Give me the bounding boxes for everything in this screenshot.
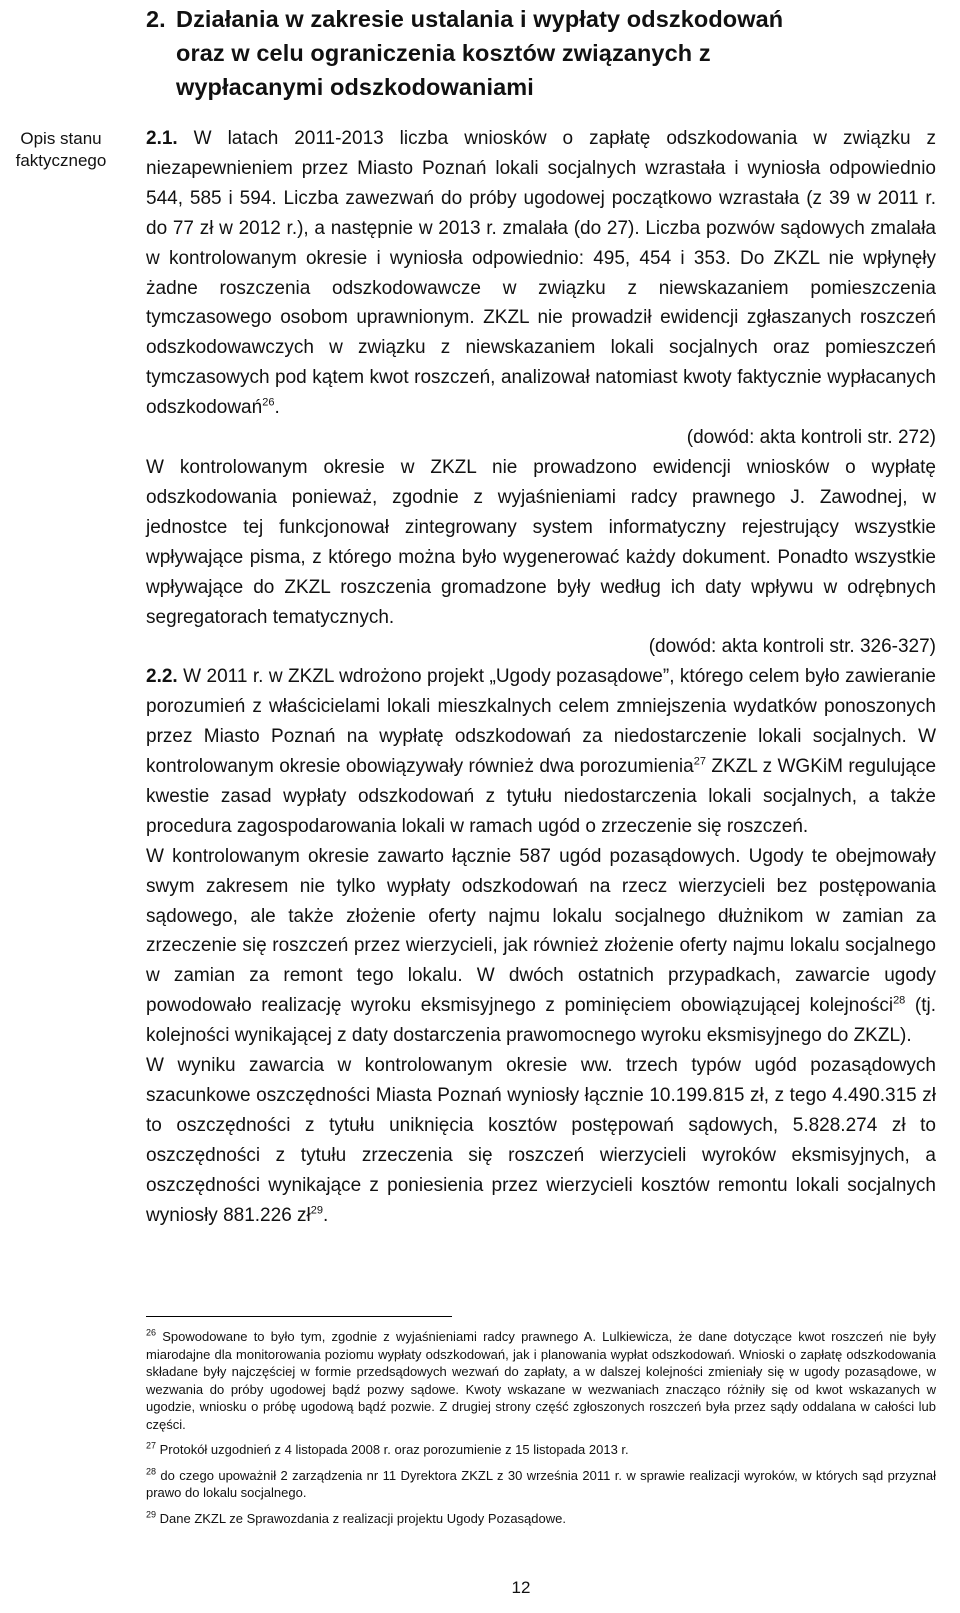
heading-number: 2. xyxy=(146,6,166,32)
paragraph-2-1-b: W kontrolowanym okresie w ZKZL nie prowadzono ewidencji wniosków o wypłatę odszkodowania ponieważ, zgodnie z wyjaśnieniami radcy prawnego J. Zawodnej, w jednostce tej funkcjonował zintegrowany system informatyczny rejestrujący wszystkie wpływające pisma, z którego można było wygenerować każdy dokument. Ponadto wszystkie wpływające do ZKZL roszczenia gromadzone były według ich daty wpływu w odrębnych segregatorach tematycznych. xyxy=(146,456,936,628)
paragraph-2-1-a-end: . xyxy=(274,397,280,419)
footnote-separator xyxy=(146,1316,452,1317)
footnote-ref-27[interactable]: 27 xyxy=(693,755,706,768)
paragraph-2-2-c xyxy=(146,1051,936,1230)
footnote-ref-28[interactable]: 28 xyxy=(893,994,906,1007)
footnote-text: Dane ZKZL ze Sprawozdania z realizacji projektu Ugody Pozasądowe. xyxy=(156,1510,566,1526)
subsection-number-2-1: 2.1. xyxy=(146,128,178,149)
page-number: 12 xyxy=(511,1578,531,1597)
footnote-number: 29 xyxy=(146,1509,157,1520)
paragraph-2-1-a xyxy=(146,124,936,423)
footnote-number: 26 xyxy=(146,1327,157,1338)
heading-text-1: Działania w zakresie ustalania i wypłaty odszkodowań xyxy=(176,6,784,32)
paragraph-2-2-c-text: W wyniku zawarcia w kontrolowanym okresie ww. trzech typów ugód pozasądowych szacunkowe oszczędności Miasta Poznań wyniosły łącznie 10.199.815 zł, z tego 4.490.315 zł to oszczędności z tytułu uniknięcia kosztów postępowań sądowych, 5.828.274 zł to oszczędności z tytułu zrzeczenia się roszczeń wierzycieli wyroków eksmisyjnych, a oszczędności wynikające z poniesienia przez wierzycieli kosztów remontu lokali socjalnych wyniosły 881.226 zł xyxy=(146,1055,936,1226)
footnote-29 xyxy=(146,1510,936,1528)
paragraph-2-2-b xyxy=(146,842,936,1051)
subsection-number-2-2: 2.2. xyxy=(146,666,178,688)
footnote-27 xyxy=(146,1441,936,1459)
section-heading xyxy=(146,0,936,104)
paragraph-2-2-b-text2: (tj. kolejności wynikającej z daty dostarczenia prawomocnego wyroku eksmisyjnego do ZKZL). xyxy=(146,995,936,1047)
paragraph-2-1-a-text: W latach 2011-2013 liczba wniosków o zapłatę odszkodowania w związku z niezapewnieniem przez Miasto Poznań lokali socjalnych wzrastała i wyniosła odpowiednio 544, 585 i 594. Liczba zawezwań do próby ugodowej początkowo wzrastała (z 39 w 2011 r. do 77 zł w 2012 r.), a następnie w 2013 r. zmalała (do 27). Liczba pozwów sądowych zmalała w kontrolowanym okresie i wyniosła odpowiednio: 495, 454 i 353. Do ZKZL nie wpłynęły żadne roszczenia odszkodowawcze w związku z niewskazaniem pomieszczenia tymczasowego osobom uprawnionym. ZKZL nie prowadził ewidencji zgłaszanych roszczeń odszkodowawczych w związku z niewskazaniem lokali socjalnych oraz pomieszczeń tymczasowych pod kątem kwot roszczeń, analizował natomiast kwoty faktycznie wypłacanych odszkodowań xyxy=(146,128,936,419)
footnote-text: do czego upoważnił 2 zarządzenia nr 11 Dyrektora ZKZL z 30 września 2011 r. w sprawie realizacji wyroków, w których sąd przyznał prawo do lokalu socjalnego. xyxy=(146,1467,936,1500)
paragraph-2-2-c-end: . xyxy=(323,1204,329,1226)
evidence-note-2: (dowód: akta kontroli str. 326-327) xyxy=(648,636,936,658)
footnotes xyxy=(146,1328,936,1535)
paragraph-2-2-a-text2: ZKZL z WGKiM regulujące kwestie zasad wypłaty odszkodowań z tytułu niedostarczenia lokali socjalnych, a także procedura zagospodarowania lokali w ramach ugód o zrzeczenie się roszczeń. xyxy=(146,756,937,837)
footnote-28 xyxy=(146,1467,936,1502)
body-text xyxy=(146,124,936,1231)
paragraph-2-2-a xyxy=(146,662,936,841)
footnote-number: 27 xyxy=(146,1440,157,1451)
main-content xyxy=(146,0,936,1231)
footnote-ref-26[interactable]: 26 xyxy=(262,396,275,409)
footnote-ref-29[interactable]: 29 xyxy=(310,1204,324,1217)
margin-label-line2: faktycznego xyxy=(15,151,107,170)
heading-line3: wypłacanymi odszkodowaniami xyxy=(176,74,534,100)
footnote-number: 28 xyxy=(146,1466,157,1477)
evidence-note-1: (dowód: akta kontroli str. 272) xyxy=(686,427,936,449)
paragraph-2-2-a-text: W 2011 r. w ZKZL wdrożono projekt „Ugody pozasądowe”, którego celem było zawieranie porozumień z właścicielami lokali mieszkalnych celem zmniejszenia wydatków ponoszonych przez Miasto Poznań na wypłatę odszkodowań za niedostarczenie lokali socjalnych. W kontrolowanym okresie obowiązywały również dwa porozumienia xyxy=(146,666,936,778)
margin-label-line1: Opis stanu xyxy=(20,129,102,148)
footnote-text: Protokół uzgodnień z 4 listopada 2008 r. oraz porozumienie z 15 listopada 2013 r. xyxy=(156,1442,629,1457)
footnote-text: Spowodowane to było tym, zgodnie z wyjaśnieniami radcy prawnego A. Lulkiewicza, że dane dotyczące kwot roszczeń nie były miarodajne dla monitorowania poziomu wypłaty odszkodowań, jak i planowania wypłat odszkodowań. Wnioski o zapłatę odszkodowania składane były najczęściej w formie przedsądowych wezwań do zapłaty, a w dalszej kolejności zmieniały się w ugody pozasądowe, w wezwania do próby ugodowej bądź pozwy sądowe. Kwoty wskazane w wezwaniach znacząco różniły się od kwot wskazanych w ugodzie, wniosku o próbę ugodową bądź pozwie. Z drugiej strony część zgłoszonych roszczeń była przez sądy oddalana w całości lub części. xyxy=(146,1329,936,1432)
margin-label-opis-stanu xyxy=(0,128,122,172)
heading-line2: oraz w celu ograniczenia kosztów związanych z xyxy=(176,40,711,66)
footnote-26 xyxy=(146,1328,936,1433)
heading-line1 xyxy=(146,2,936,36)
paragraph-2-2-b-text: W kontrolowanym okresie zawarto łącznie 587 ugód pozasądowych. Ugody te obejmowały swym zakresem nie tylko wypłaty odszkodowań na rzecz wierzycieli bez postępowania sądowego, ale także złożenie oferty najmu lokalu socjalnego dłużnikom w zamian za zrzeczenie się roszczeń przez wierzycieli, jak również złożenie oferty najmu lokalu socjalnego w zamian za remont tego lokalu. W dwóch ostatnich przypadkach, zawarcie ugody powodowało realizację wyroku eksmisyjnego z pominięciem obowiązującej kolejności xyxy=(146,845,936,1017)
